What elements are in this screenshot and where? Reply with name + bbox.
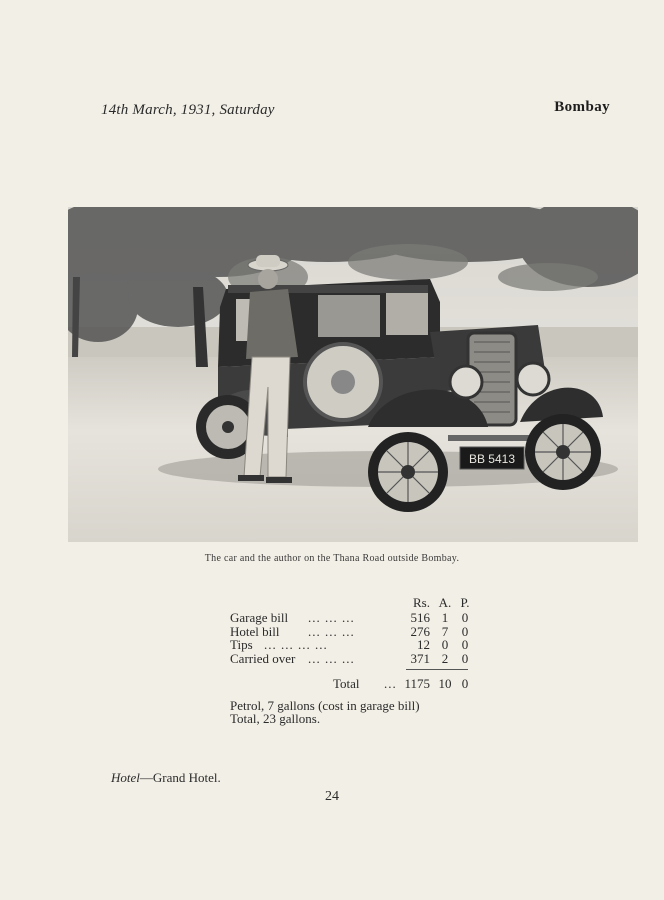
ledger-row [230, 652, 490, 666]
ledger-total-row [230, 677, 490, 691]
ledger-row [230, 638, 490, 652]
ledger-label: Carried over [230, 651, 296, 666]
ledger-dots: ... ... ... [308, 610, 355, 625]
ledger-row [230, 611, 490, 625]
ledger-annas: 7 [441, 624, 449, 639]
number-plate-text: BB 5413 [468, 452, 516, 466]
ledger-label: Hotel bill [230, 624, 280, 639]
total-annas: 10 [438, 676, 452, 691]
hotel-label: Hotel [111, 770, 140, 785]
hotel-line [111, 770, 221, 786]
ledger-rupees: 516 [410, 610, 430, 625]
ledger-annas: 2 [441, 651, 449, 666]
petrol-total-note: Total, 23 gallons. [230, 711, 321, 726]
total-rule [406, 669, 468, 670]
ledger-dots: ... [384, 676, 397, 691]
header-date: 14th March, 1931, Saturday [101, 102, 275, 118]
ledger-dots: ... ... ... [308, 624, 355, 639]
ledger-annas: 0 [441, 637, 449, 652]
petrol-note: Petrol, 7 gallons (cost in garage bill) [230, 698, 420, 713]
car-photograph [68, 207, 638, 542]
ledger-pies: 0 [461, 651, 469, 666]
ledger-rupees: 12 [417, 637, 430, 652]
ledger-dots: ... ... ... ... [264, 637, 328, 652]
ledger-pies: 0 [461, 624, 469, 639]
header-place: Bombay [554, 99, 610, 115]
ledger-header [230, 596, 490, 610]
page-number: 24 [325, 789, 339, 804]
photo-caption: The car and the author on the Thana Road outside Bombay. [204, 553, 460, 564]
ledger-label: Garage bill [230, 610, 289, 625]
hotel-value: —Grand Hotel. [139, 770, 221, 785]
total-pies: 0 [461, 676, 469, 691]
ledger-rupees: 371 [410, 651, 430, 666]
total-label: Total [333, 676, 360, 691]
total-rupees: 1175 [404, 676, 430, 691]
ledger-pies: 0 [461, 610, 469, 625]
column-annas: A. [438, 595, 452, 610]
ledger-rupees: 276 [410, 624, 430, 639]
column-rupees: Rs. [413, 595, 430, 610]
ledger-annas: 1 [441, 610, 449, 625]
ledger-pies: 0 [461, 637, 469, 652]
ledger-dots: ... ... ... [308, 651, 355, 666]
ledger-label: Tips [230, 637, 253, 652]
column-pies: P. [460, 595, 470, 610]
